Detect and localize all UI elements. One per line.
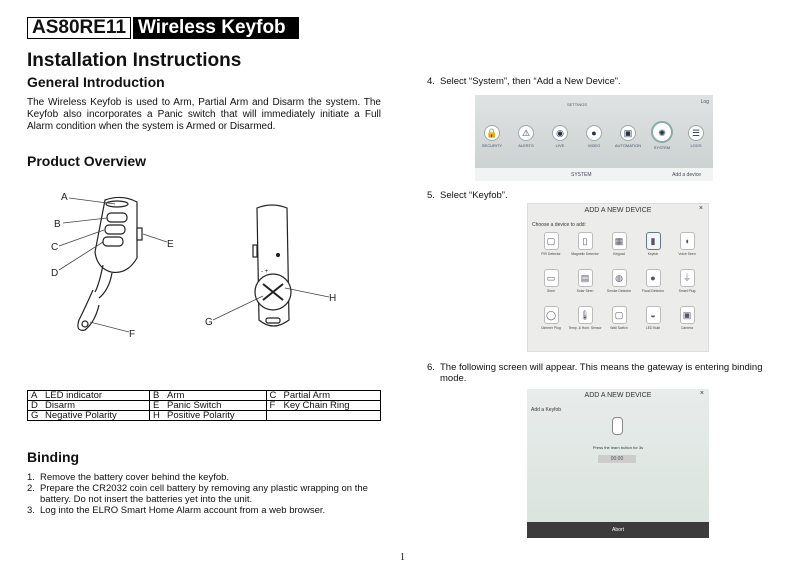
flood-detector-icon: ● [646, 269, 661, 287]
callout-a: A [61, 192, 68, 203]
close-icon[interactable]: × [699, 390, 704, 397]
product-name: Wireless Keyfob [133, 17, 299, 39]
keyfob-back-drawing [253, 205, 291, 326]
menu-video[interactable]: ● VIDEO [580, 125, 608, 150]
step-6: 6. The following screen will appear. This means the gateway is entering binding mode. [427, 362, 763, 384]
pir-icon: ▢ [544, 232, 559, 250]
solar-siren-icon: ▤ [578, 269, 593, 287]
binding-mode-screenshot [527, 389, 709, 538]
device-camera[interactable]: ▣ Camera [670, 306, 704, 334]
logout-link[interactable]: Log [700, 99, 709, 105]
device-keypad[interactable]: ▦ Keypad [602, 232, 636, 260]
dialog-subtitle: Add a Keyfob [531, 407, 562, 413]
smart-plug-icon: ⏚ [680, 269, 695, 287]
list-item: 3. Log into the ELRO Smart Home Alarm account from a web browser. [27, 505, 326, 516]
device-solar-siren[interactable]: ▤ Solar Siren [568, 269, 602, 297]
add-device-screenshot [527, 203, 709, 352]
camera-icon: ▣ [680, 306, 695, 324]
binding-steps [27, 472, 381, 516]
device-smoke[interactable]: ◍ Smoke Detector [602, 269, 636, 297]
binding-heading: Binding [27, 449, 80, 465]
callout-e: E [167, 239, 174, 250]
settings-label: SETTINGS [566, 102, 587, 107]
svg-text:- +: - + [261, 269, 269, 275]
table-row: A LED indicator B Arm C Partial Arm [28, 391, 381, 401]
system-menu-screenshot [475, 95, 713, 181]
callout-b: B [54, 219, 61, 230]
dialog-subtitle: Choose a device to add: [532, 222, 586, 228]
menu-automation[interactable]: ▣ AUTOMATION [614, 125, 642, 150]
menu-alerts[interactable]: ⚠ ALERTS [512, 125, 540, 150]
device-pir[interactable]: ▢ PIR Detector [534, 232, 568, 260]
callout-c: C [51, 242, 59, 253]
menu-security[interactable]: 🔒 SECURITY [478, 125, 506, 150]
dialog-title: ADD A NEW DEVICE [584, 392, 652, 399]
device-dimmer-plug[interactable]: ◯ Dimmer Plug [534, 306, 568, 334]
learn-instruction: Press the learn button for 3s [592, 445, 644, 450]
device-keyfob[interactable]: ▮ Keyfob [636, 232, 670, 260]
add-device-button[interactable]: Add a device [672, 172, 701, 178]
callout-h: H [329, 293, 337, 304]
logs-icon: ☰ [688, 125, 704, 141]
parts-table [27, 390, 381, 421]
system-gear-icon: ✺ [651, 121, 673, 143]
system-bar-title: SYSTEM [571, 172, 592, 178]
list-item: 1. Remove the battery cover behind the keyfob. [27, 472, 230, 483]
menu-logs[interactable]: ☰ LOGS [682, 125, 710, 150]
system-bar [475, 168, 713, 181]
callout-d: D [51, 268, 59, 279]
keyfob-icon [612, 417, 623, 435]
automation-icon: ▣ [620, 125, 636, 141]
model-code: AS80RE11 [27, 17, 131, 39]
list-item: 2. Prepare the CR2032 coin cell battery by removing any plastic wrapping on the battery. Do not insert the batteries yet into the unit. [27, 483, 368, 505]
voice-siren-icon: ◖ [680, 232, 695, 250]
smoke-detector-icon: ◍ [612, 269, 627, 287]
close-icon[interactable]: × [698, 205, 703, 212]
wall-switch-icon: ▢ [612, 306, 627, 324]
device-flood[interactable]: ● Flood Detector [636, 269, 670, 297]
countdown-timer: 00:00 [598, 455, 636, 463]
bulb-icon: ◒ [646, 306, 661, 324]
video-icon: ● [586, 125, 602, 141]
device-temp-hum[interactable]: 🌡 Temp. & Hum. Sensor [568, 306, 602, 334]
intro-heading: General Introduction [27, 74, 165, 90]
siren-icon: ▭ [544, 269, 559, 287]
camera-icon: ◉ [552, 125, 568, 141]
device-wall-switch[interactable]: ▢ Wall Switch [602, 306, 636, 334]
page-number: 1 [400, 552, 405, 563]
magnetic-icon: ▯ [578, 232, 593, 250]
device-led-bulb[interactable]: ◒ LED Bulb [636, 306, 670, 334]
keyfob-front-drawing [78, 197, 142, 330]
keyfob-icon: ▮ [646, 232, 661, 250]
step-5: 5. Select “Keyfob”. [427, 190, 508, 201]
keypad-icon: ▦ [612, 232, 627, 250]
alert-icon: ⚠ [518, 125, 534, 141]
callout-f: F [129, 329, 136, 340]
page-title: Installation Instructions [27, 50, 242, 71]
product-illustration [27, 180, 381, 385]
menu-live[interactable]: ◉ LIVE [546, 125, 574, 150]
step-4: 4. Select “System”, then “Add a New Device”. [427, 76, 621, 87]
lock-icon: 🔒 [484, 125, 500, 141]
callout-g: G [205, 317, 213, 328]
overview-heading: Product Overview [27, 153, 147, 169]
device-voice-siren[interactable]: ◖ Voice Siren [670, 232, 704, 260]
menu-system[interactable]: ✺ SYSTEM [648, 125, 676, 150]
device-siren[interactable]: ▭ Siren [534, 269, 568, 297]
thermometer-icon: 🌡 [578, 306, 593, 324]
abort-button[interactable]: Abort [527, 522, 709, 538]
intro-text: The Wireless Keyfob is used to Arm, Partial Arm and Disarm the system. The Keyfob also incorporates a Panic switch that will immediately initiate a Full Alarm condition when the system is Armed or Disarmed. [27, 97, 381, 132]
dimmer-plug-icon: ◯ [544, 306, 559, 324]
dialog-title: ADD A NEW DEVICE [584, 207, 652, 214]
device-smart-plug[interactable]: ⏚ Smart Plug [670, 269, 704, 297]
table-row: D Disarm E Panic Switch F Key Chain Ring [28, 401, 381, 411]
table-row: G Negative Polarity H Positive Polarity [28, 411, 381, 421]
device-grid [534, 232, 704, 334]
device-magnetic[interactable]: ▯ Magnetic Detector [568, 232, 602, 260]
